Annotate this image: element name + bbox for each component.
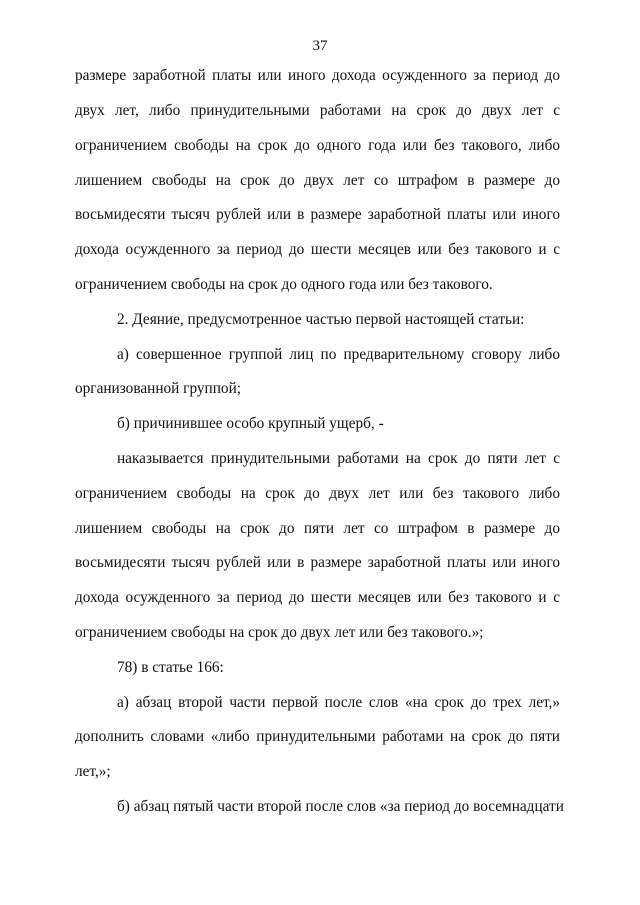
text-line: б) причинившее особо крупный ущерб, - <box>117 415 384 432</box>
text-line: ограничением свободы на срок до одного года или без такового, либо <box>75 137 560 154</box>
text-line: а) абзац второй части первой после слов «на срок до трех лет,» <box>117 694 560 711</box>
text-line: лет,»; <box>75 763 111 780</box>
page-number: 37 <box>312 38 328 54</box>
text-line: ограничением свободы на срок до двух лет или без такового либо <box>75 485 560 502</box>
text-line: лишением свободы на срок до двух лет со штрафом в размере до <box>75 172 560 189</box>
text-line: двух лет, либо принудительными работами на срок до двух лет с <box>75 102 560 119</box>
text-line: организованной группой; <box>75 380 242 397</box>
text-line: б) абзац пятый части второй после слов «за период до восемнадцати <box>117 798 564 815</box>
text-line: размере заработной платы или иного дохода осужденного за период до <box>75 67 560 84</box>
text-line: ограничением свободы на срок до одного года или без такового. <box>75 276 493 293</box>
text-line: восьмидесяти тысяч рублей или в размере заработной платы или иного <box>75 206 560 223</box>
text-line: а) совершенное группой лиц по предварительному сговору либо <box>117 346 560 363</box>
text-line: восьмидесяти тысяч рублей или в размере заработной платы или иного <box>75 554 560 571</box>
text-line: дохода осужденного за период до шести месяцев или без такового и с <box>75 589 560 606</box>
text-line: лишением свободы на срок до пяти лет со штрафом в размере до <box>75 520 560 537</box>
text-line: ограничением свободы на срок до двух лет или без такового.»; <box>75 624 484 641</box>
text-line: наказывается принудительными работами на срок до пяти лет с <box>117 450 560 467</box>
text-line: 2. Деяние, предусмотренное частью первой настоящей статьи: <box>117 311 525 328</box>
text-line: дохода осужденного за период до шести месяцев или без такового и с <box>75 241 560 258</box>
text-line: дополнить словами «либо принудительными работами на срок до пяти <box>75 728 560 745</box>
text-line: 78) в статье 166: <box>117 659 224 676</box>
